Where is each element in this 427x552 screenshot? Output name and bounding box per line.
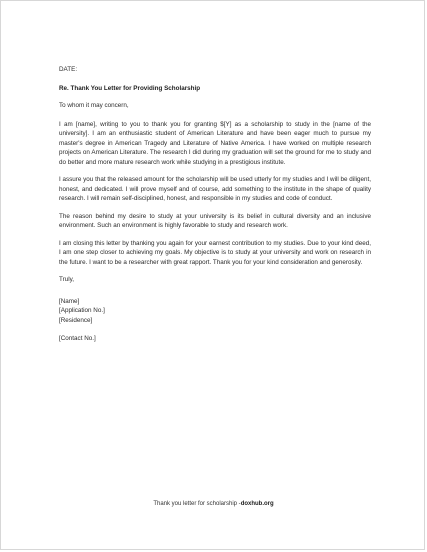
letter-subject: Re. Thank You Letter for Providing Scholarship (59, 84, 201, 92)
signature-name: [Name] (59, 297, 80, 305)
signature-residence: [Residence] (59, 316, 93, 324)
page-footer (1, 501, 426, 507)
signature-application-no: [Application No.] (59, 307, 105, 314)
signature-contact-no: [Contact No.] (59, 335, 96, 342)
letter-paragraph-4: I am closing this letter by thanking you again for your earnest contribution to my studies. Due to your kind deed, I am one step closer to achieving my goals. My objective is to study at your university and work on research in the future. I want to be a researcher with great rapport. Thank you for your kind consideration and generosity. (59, 239, 371, 266)
signature-block (59, 297, 371, 344)
letter-salutation: To whom it may concern, (59, 102, 129, 109)
letter-paragraph-2: I assure you that the released amount for the scholarship will be used utterly for my studies and I will be diligent, honest, and dedicated. I will prove myself and of course, add something to the institute in the shape of quality research. I will remain self-disciplined, honest, and responsible in my studies and code of conduct. (59, 176, 371, 202)
letter-closing: Truly, (59, 276, 75, 283)
letter-paragraph-1: I am [name], writing to you to thank you for granting $[Y] as a scholarship to study in the [name of the university]. I am an enthusiastic student of American Literature and have been eager much to pursue my master's degree in American Tragedy and Literature of Native America. I have worked on multiple research projects on American Literature. The research I did during my graduation will set the ground for me to study and do better and more mature research work while studying in a prestigious institute. (59, 120, 371, 166)
letter-body (59, 65, 371, 344)
footer-text: Thank you letter for scholarship - (153, 501, 241, 507)
letter-paragraph-3: The reason behind my desire to study at your university is its belief in cultural diversity and an inclusive environment. Such an environment is highly favorable to study and research work. (59, 212, 371, 229)
date-label: DATE: (59, 66, 78, 73)
footer-site-link[interactable]: doxhub.org (240, 501, 274, 507)
